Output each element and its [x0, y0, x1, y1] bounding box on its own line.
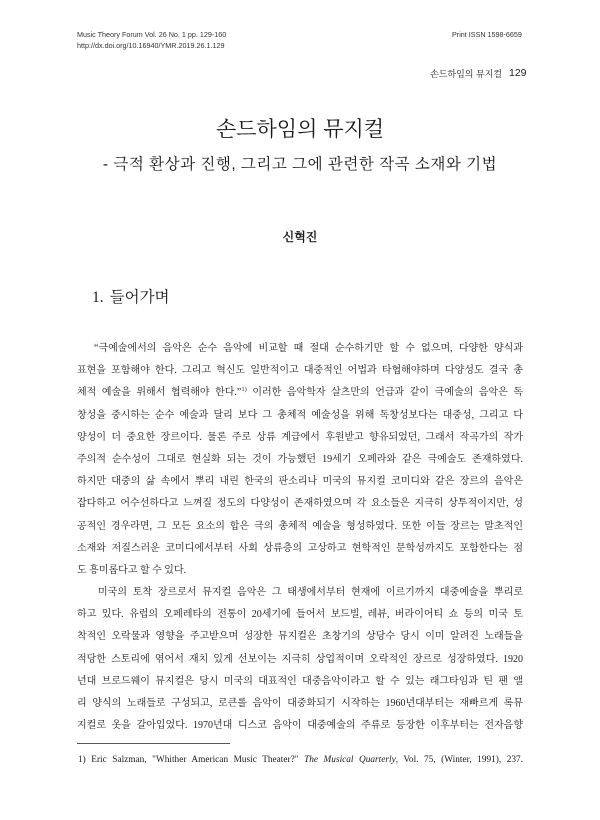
section-number: 1. — [92, 289, 104, 306]
page-number: 129 — [509, 67, 527, 79]
body-line-part: 체적 예술을 위해서 협력해야 한다.” — [77, 387, 242, 399]
journal-header — [77, 29, 226, 51]
body-line: “극예술에서의 음악은 순수 음악에 비교할 때 절대 순수하기만 할 수 없으며, 다양한 양식과 — [94, 343, 523, 354]
body-line: 년대 브로드웨이 뮤지컬은 당시 미국의 대표적인 대중음악이라고 할 수 있는 래그타임과 틴 팬 앨 — [77, 675, 523, 687]
body-line: 창성을 중시하는 순수 예술과 달리 보다 그 총체적 예술성을 위해 독창성보다는 대중성, 그리고 다 — [77, 409, 523, 421]
body-line: 지컬로 옷을 갈아입었다. 1970년대 디스코 음악이 대중예술의 주류로 등장한 이후부터는 전자음향 — [77, 720, 523, 732]
body-line: 리 양식의 노래들로 구성되고, 로큰롤 음악이 대중화되기 시작하는 1960년대부터는 재빠르게 록뮤 — [77, 698, 523, 709]
running-head — [430, 66, 530, 82]
body-line: 소재와 저질스러운 코미디에서부터 사회 상류층의 고상하고 현학적인 문학성까지도 포함한다는 점 — [77, 542, 523, 554]
running-head-title: 손드하임의 뮤지컬 — [430, 69, 503, 79]
footnote-ref: 1) — [241, 386, 247, 394]
body-line: 잡다하고 어수선하다고 느껴질 정도의 다양성이 존재하였으며 각 요소들은 지극히 상투적이지만, 성 — [77, 498, 523, 510]
footnote-journal: The Musical Quarterly — [304, 755, 396, 765]
body-line: 표현을 포함해야 한다. 그리고 혁신도 일반적이고 대중적인 어법과 타협해야하며 다양성도 결국 총 — [77, 365, 523, 377]
section-heading — [92, 288, 170, 308]
body-line-part: 이러한 음악학자 살츠만의 언급과 같이 극예술의 음악은 독 — [246, 387, 523, 399]
issn: Print ISSN 1598-6659 — [452, 30, 522, 39]
body-line: 주의적 순수성이 그대로 현실화 되는 것이 가능했던 19세기 오페라와 같은 극예술도 존재하였다. — [77, 453, 523, 465]
footnote-citation: 1) Eric Salzman, "Whither American Music Theater?" — [78, 755, 305, 765]
body-line: 적당한 스토리에 엮어서 재치 있게 선보이는 지극히 상업적이며 오락적인 장르로 성장하였다. 1920 — [77, 653, 523, 665]
doi-link: http://dx.doi.org/10.16940/YMR.2019.26.1.129 — [77, 41, 225, 50]
footnote — [78, 754, 523, 766]
body-line: 하고 있다. 유럽의 오페레타의 전통이 20세기에 들어서 보드빌, 레뷰, 버라이어티 쇼 등의 미국 토 — [77, 609, 523, 621]
section-title: 들어가며 — [109, 289, 170, 306]
footnote-separator — [77, 743, 230, 744]
body-line — [77, 382, 523, 404]
paper-subtitle: - 극적 환상과 진행, 그리고 그에 관련한 작곡 소재와 기법 — [102, 156, 498, 173]
body-line: 하지만 대중의 삶 속에서 뿌리 내린 한국의 판소리나 미국의 뮤지컬 코미디와 같은 장르의 음악은 — [77, 476, 523, 488]
footnote-details: , Vol. 75, (Winter, 1991), 237. — [395, 755, 523, 765]
body-line: 공적인 경우라면, 그 모든 요소의 합은 극의 총체적 예술을 형성하였다. 또한 이들 장르는 말초적인 — [77, 520, 523, 532]
body-line: 도 흥미롭다고 할 수 있다. — [77, 564, 187, 576]
body-line: 착적인 오락물과 영향을 주고받으며 성장한 뮤지컬은 초창기의 상당수 당시 이미 알려진 노래들을 — [77, 631, 523, 643]
paper-title: 손드하임의 뮤지컬 — [215, 118, 385, 141]
body-line: 양성이 더 중요한 장르이다. 물론 주로 상류 계급에서 후원받고 향유되었던, 그래서 작곡가의 작가 — [77, 431, 523, 443]
body-text — [77, 338, 523, 737]
journal-info: Music Theory Forum Vol. 26 No. 1 pp. 129-160 — [77, 30, 227, 39]
author-name: 신혁진 — [282, 230, 318, 244]
body-line: 미국의 토착 장르로서 뮤지컬 음악은 그 태생에서부터 현재에 이르기까지 대중예술을 뿌리로 — [98, 587, 523, 599]
